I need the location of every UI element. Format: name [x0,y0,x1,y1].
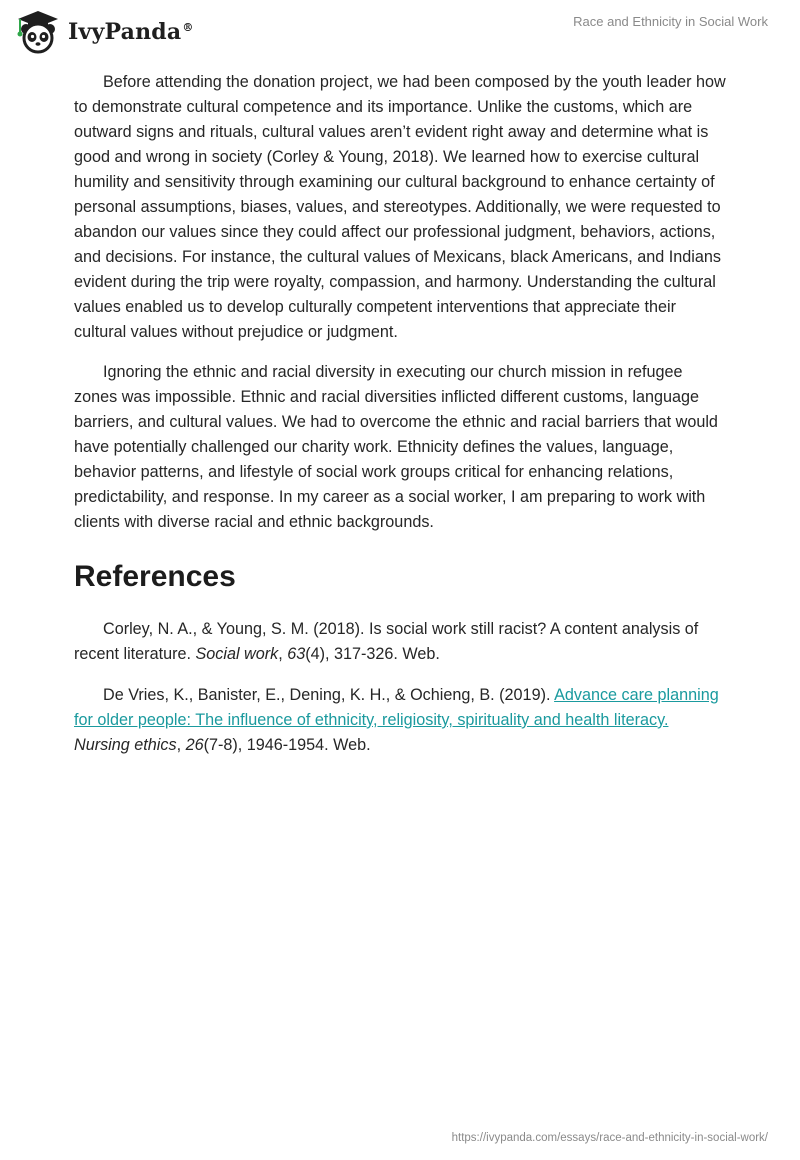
body-paragraph: Before attending the donation project, we had been composed by the youth leader how to demonstrate cultural competence and its importance. Unlike the customs, which are outward signs and rituals, cultural values aren’t evident right away and determine what is good and wrong in society (Corley & Young, 2018). We learned how to exercise cultural humility and sensitivity through examining our cultural background to enhance certainty of personal assumptions, biases, values, and stereotypes. Additionally, we were requested to abandon our values since they could affect our professional judgment, behaviors, actions, and decisions. For instance, the cultural values of Mexicans, black Americans, and Indians evident during the trip were royalty, compassion, and harmony. Understanding the cultural values enabled us to develop culturally competent interventions that appreciate their cultural values without prejudice or judgment. [74,73,726,341]
body-paragraph: Ignoring the ethnic and racial diversity in executing our church mission in refugee zones was impossible. Ethnic and racial diversities inflicted different customs, language barriers, and cultural values. We had to overcome the ethnic and racial barriers that would have potentially challenged our charity work. Ethnicity defines the values, language, behavior patterns, and lifestyle of social work groups critical for enhancing relations, predictability, and response. In my career as a social worker, I am preparing to work with clients with diverse racial and ethnic backgrounds. [74,363,718,531]
reference-volume: 26 [185,736,204,754]
page-header [0,0,800,64]
reference-separator: , [278,645,288,663]
reference-entry [74,683,726,758]
reference-journal: Social work [195,645,279,663]
reference-title-link[interactable]: Advance care planning for older people: The influence of ethnicity, religiosity, spirituality and health literacy. [74,686,719,729]
reference-separator: , [176,736,186,754]
reference-authors: De Vries, K., Banister, E., Dening, K. H., & Ochieng, B. (2019). [103,686,555,704]
reference-entry [74,617,726,667]
reference-journal: Nursing ethics [74,736,177,754]
source-url: https://ivypanda.com/essays/race-and-ethnicity-in-social-work/ [451,1132,768,1144]
ivypanda-logo[interactable] [14,8,194,56]
document-title: Race and Ethnicity in Social Work [573,14,768,29]
reference-pages: (7-8), 1946-1954. Web. [203,736,371,754]
panda-graduation-cap-icon [14,8,62,56]
reference-volume: 63 [287,645,306,663]
references-heading: References [74,560,236,593]
essay-content [74,70,726,774]
reference-pages: (4), 317-326. Web. [305,645,440,663]
registered-mark: ® [182,20,194,34]
logo-wordmark: IvyPanda® [68,19,194,45]
reference-authors-title: Corley, N. A., & Young, S. M. (2018). Is social work still racist? A content analysis of recent literature. [74,620,699,663]
